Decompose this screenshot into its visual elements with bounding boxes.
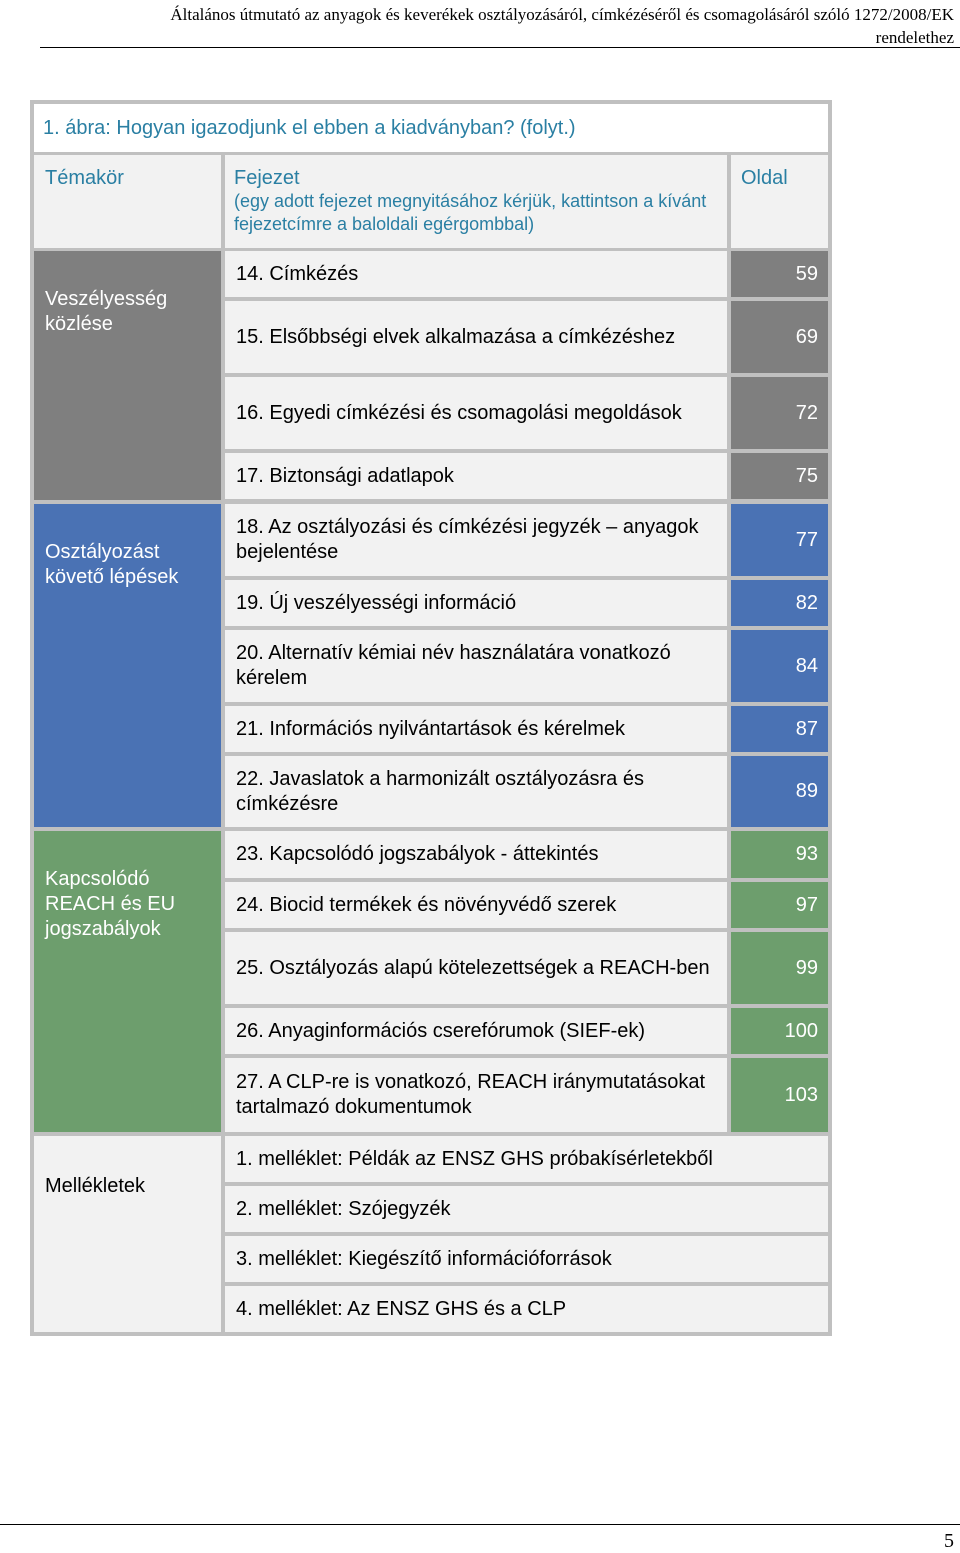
chapter-link-21[interactable]: 21. Információs nyilvántartások és kérelmek — [225, 706, 727, 752]
page-number-18: 77 — [731, 504, 828, 576]
column-header-chapter — [225, 155, 727, 248]
page-number-14: 59 — [731, 251, 828, 297]
column-header-chapter-note: (egy adott fejezet megnyitásához kérjük, kattintson a kívánt fejezetcímre a baloldali egérgombbal) — [234, 191, 707, 234]
annex-link-4[interactable]: 4. melléklet: Az ENSZ GHS és a CLP — [225, 1286, 828, 1332]
chapter-link-18[interactable]: 18. Az osztályozási és címkézési jegyzék – anyagok bejelentése — [225, 504, 727, 576]
column-header-page-label: Oldal — [741, 167, 788, 189]
topic-related-legislation: Kapcsolódó REACH és EU jogszabályok — [34, 831, 221, 1132]
topic-post-classification-steps: Osztályozást követő lépések — [34, 504, 221, 827]
column-header-topic — [34, 155, 221, 248]
page-number-15: 69 — [731, 301, 828, 373]
page-number-22: 89 — [731, 756, 828, 827]
column-header-chapter-label: Fejezet — [234, 167, 300, 189]
figure-title: 1. ábra: Hogyan igazodjunk el ebben a kiadványban? (folyt.) — [34, 104, 828, 152]
topic-annexes: Mellékletek — [34, 1136, 221, 1332]
chapter-link-25[interactable]: 25. Osztályozás alapú kötelezettségek a REACH-ben — [225, 932, 727, 1004]
chapter-link-27[interactable]: 27. A CLP-re is vonatkozó, REACH iránymutatásokat tartalmazó dokumentumok — [225, 1058, 727, 1132]
chapter-link-24[interactable]: 24. Biocid termékek és növényvédő szerek — [225, 882, 727, 928]
annex-link-3[interactable]: 3. melléklet: Kiegészítő információforrások — [225, 1236, 828, 1282]
chapter-link-23[interactable]: 23. Kapcsolódó jogszabályok - áttekintés — [225, 831, 727, 878]
header-rule — [40, 47, 960, 48]
annex-link-1[interactable]: 1. melléklet: Példák az ENSZ GHS próbakísérletekből — [225, 1136, 828, 1182]
footer-rule — [0, 1524, 960, 1525]
chapter-link-17[interactable]: 17. Biztonsági adatlapok — [225, 453, 727, 499]
chapter-link-22[interactable]: 22. Javaslatok a harmonizált osztályozásra és címkézésre — [225, 756, 727, 827]
page-number-25: 99 — [731, 932, 828, 1004]
running-header — [54, 3, 954, 49]
topic-hazard-communication: Veszélyesség közlése — [34, 251, 221, 500]
page-number-20: 84 — [731, 630, 828, 702]
page-number-21: 87 — [731, 706, 828, 752]
page-number-17: 75 — [731, 453, 828, 499]
annex-link-2[interactable]: 2. melléklet: Szójegyzék — [225, 1186, 828, 1232]
page-number-24: 97 — [731, 882, 828, 928]
page-number-23: 93 — [731, 831, 828, 878]
page-number-26: 100 — [731, 1008, 828, 1054]
page-number-27: 103 — [731, 1058, 828, 1132]
chapter-link-19[interactable]: 19. Új veszélyességi információ — [225, 580, 727, 626]
page-number-19: 82 — [731, 580, 828, 626]
column-header-page — [731, 155, 828, 248]
chapter-link-16[interactable]: 16. Egyedi címkézési és csomagolási megoldások — [225, 377, 727, 449]
header-line-1: Általános útmutató az anyagok és keverékek osztályozásáról, címkézéséről és csomagolásáról szóló 1272/2008/EK — [170, 5, 954, 24]
header-line-2: rendelethez — [875, 28, 954, 47]
column-header-topic-label: Témakör — [45, 167, 124, 189]
figure-table — [30, 100, 832, 1336]
chapter-link-14[interactable]: 14. Címkézés — [225, 251, 727, 297]
page-number: 5 — [944, 1530, 954, 1552]
chapter-link-15[interactable]: 15. Elsőbbségi elvek alkalmazása a címkézéshez — [225, 301, 727, 373]
chapter-link-26[interactable]: 26. Anyaginformációs cserefórumok (SIEF-ek) — [225, 1008, 727, 1054]
page-number-16: 72 — [731, 377, 828, 449]
chapter-link-20[interactable]: 20. Alternatív kémiai név használatára vonatkozó kérelem — [225, 630, 727, 702]
